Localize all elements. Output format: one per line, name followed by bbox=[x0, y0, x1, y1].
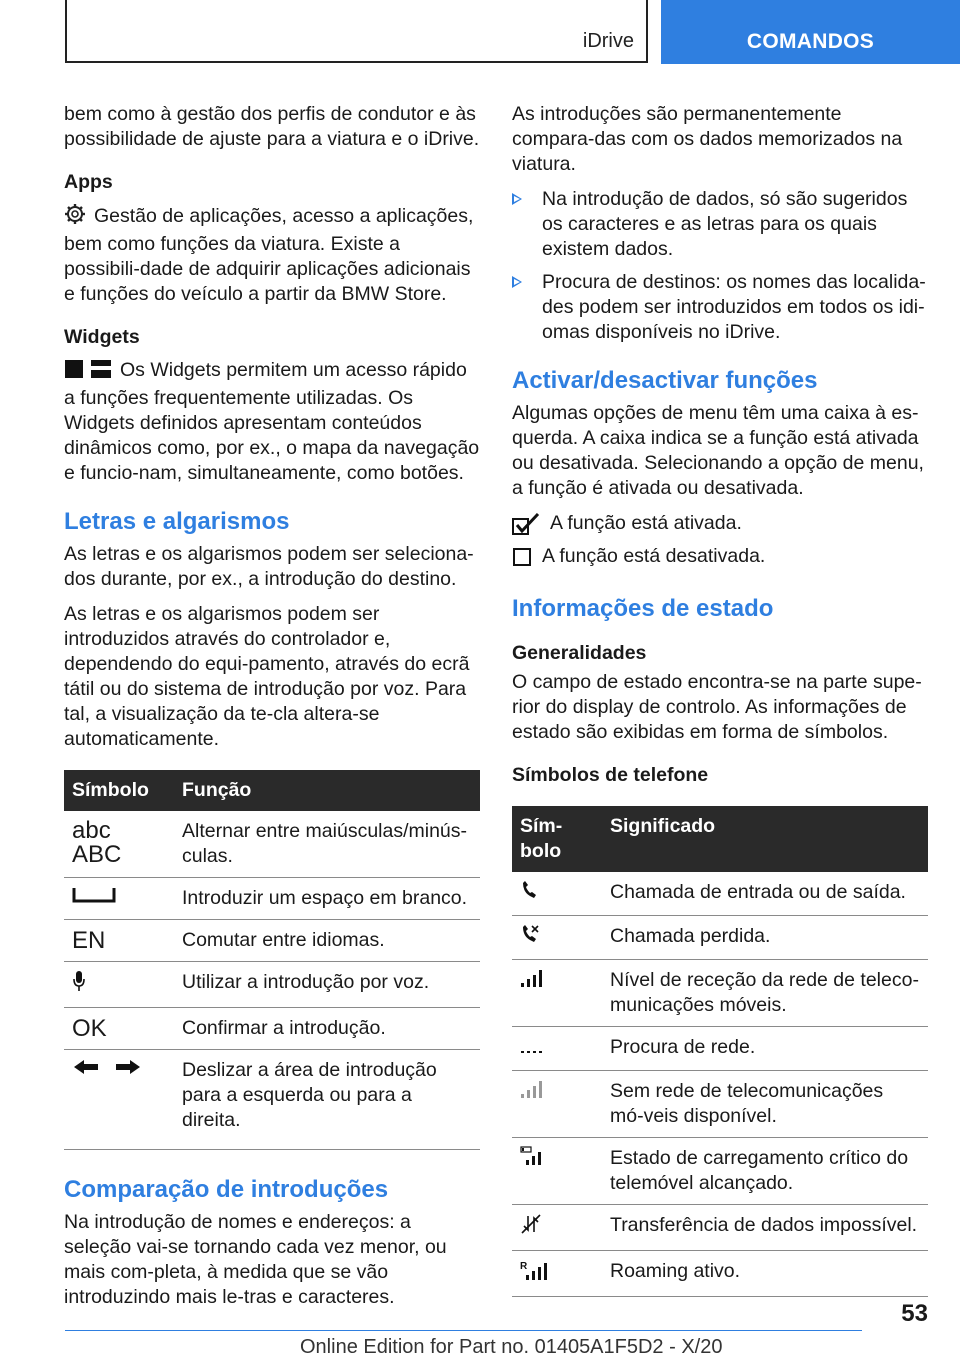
no-network-icon bbox=[520, 1079, 546, 1099]
symbol-column-header: Sím-bolo bbox=[512, 806, 602, 872]
widgets-icon bbox=[64, 359, 112, 386]
table-row: Chamada de entrada ou de saída. bbox=[512, 872, 928, 916]
checked-row: A função está ativada. bbox=[512, 511, 928, 536]
footer-edition: Online Edition for Part no. 01405A1F5D2 - X/20 bbox=[300, 1336, 723, 1358]
symbols-table bbox=[64, 770, 480, 1150]
header-section-label: iDrive bbox=[582, 30, 634, 52]
status-heading: Informações de estado bbox=[512, 595, 774, 622]
case-symbol: abc ABC bbox=[64, 811, 174, 878]
table-row bbox=[64, 962, 480, 1008]
function-column-header: Função bbox=[174, 770, 480, 811]
missed-call-icon bbox=[520, 924, 540, 944]
table-row: Procura de rede. bbox=[512, 1027, 928, 1071]
table-row bbox=[64, 811, 480, 878]
bullet-triangle-icon bbox=[512, 276, 522, 288]
signal-strength-icon bbox=[520, 968, 546, 988]
row-text: Introduzir um espaço em branco. bbox=[174, 878, 480, 920]
comparison-paragraph: Na introdução de nomes e endereços: a seleção vai-se tornando cada vez menor, ou mais com-pleta, à medida que se vão introduzindo mais le-tras e caracteres. bbox=[64, 1211, 447, 1308]
phone-symbols-heading: Símbolos de telefone bbox=[512, 764, 709, 786]
row-text: Confirmar a introdução. bbox=[174, 1008, 480, 1050]
letters-paragraph-2: As letras e os algarismos podem ser introduzidos através do controlador e, dependendo do equi-pamento, através do ecrã tátil ou do sistema de introdução por voz. Para tal, a visualização da te-cla altera-se automaticamente. bbox=[64, 603, 470, 750]
phone-call-icon bbox=[520, 880, 540, 900]
widgets-paragraph bbox=[64, 358, 480, 486]
row-text: Deslizar a área de introdução para a esquerda ou para a direita. bbox=[174, 1050, 480, 1150]
row-text: Alternar entre maiúsculas/minús-culas. bbox=[174, 811, 480, 878]
language-symbol: EN bbox=[64, 920, 174, 962]
symbols-table-header bbox=[64, 770, 480, 811]
list-item: Na introdução de dados, só são sugeridos os caracteres e as letras para os quais existem dados. bbox=[512, 187, 928, 262]
table-row: R Roaming ativo. bbox=[512, 1251, 928, 1297]
arrows-left-right-icon bbox=[72, 1058, 142, 1076]
table-row: Estado de carregamento crítico do telemóvel alcançado. bbox=[512, 1138, 928, 1205]
checkbox-unchecked-icon bbox=[512, 547, 532, 567]
meaning-column-header: Significado bbox=[602, 806, 928, 872]
checkbox-checked-icon bbox=[512, 513, 540, 535]
phone-symbols-table bbox=[512, 806, 928, 1297]
apps-text: Gestão de aplicações, acesso a aplicações, bem como funções da viatura. Existe a possibili-dade de adquirir aplicações adicionais e funções do veículo a partir da BMW Store. bbox=[64, 205, 474, 305]
table-row bbox=[64, 1050, 480, 1150]
svg-text:R: R bbox=[520, 1261, 528, 1272]
header-chapter-tab bbox=[661, 0, 960, 64]
widgets-heading: Widgets bbox=[64, 326, 140, 348]
header-chapter-label: COMANDOS bbox=[746, 30, 875, 53]
apps-paragraph bbox=[64, 203, 480, 307]
network-search-icon bbox=[520, 1035, 546, 1055]
table-row bbox=[64, 878, 480, 920]
right-intro-paragraph: As introduções são permanentemente compara-das com os dados memorizados na viatura. bbox=[512, 103, 903, 175]
footer-divider bbox=[65, 1330, 862, 1331]
table-row: Chamada perdida. bbox=[512, 916, 928, 960]
phone-table-header bbox=[512, 806, 928, 872]
header-section-box bbox=[65, 0, 648, 63]
battery-critical-icon bbox=[520, 1146, 546, 1166]
comparison-heading: Comparação de introduções bbox=[64, 1176, 389, 1203]
general-paragraph: O campo de estado encontra-se na parte supe-rior do display de controlo. As informações de estado são exibidas em forma de símbolos. bbox=[512, 671, 922, 743]
letters-paragraph-1: As letras e os algarismos podem ser seleciona-dos durante, por ex., a introdução do destino. bbox=[64, 543, 474, 590]
table-row: Sem rede de telecomunicações mó-veis disponível. bbox=[512, 1071, 928, 1138]
left-column bbox=[64, 102, 480, 1320]
widgets-text: Os Widgets permitem um acesso rápido a funções frequentemente utilizadas. Os Widgets definidos apresentam conteúdos dinâmicos como, por ex., o mapa da navegação e funcio-nam, simultaneamente, como botões. bbox=[64, 359, 480, 484]
table-row bbox=[64, 920, 480, 962]
microphone-icon bbox=[72, 970, 86, 992]
activate-heading: Activar/desactivar funções bbox=[512, 367, 818, 394]
row-text: Comutar entre idiomas. bbox=[174, 920, 480, 962]
activate-paragraph: Algumas opções de menu têm uma caixa à es-querda. A caixa indica se a função está ativada ou desativada. Selecionando a opção de menu, a função é ativada ou desativada. bbox=[512, 402, 924, 499]
apps-gear-icon bbox=[64, 203, 86, 232]
list-item: Procura de destinos: os nomes das localida-des podem ser introduzidos em todos os idi-omas disponíveis no iDrive. bbox=[512, 270, 928, 345]
page-number: 53 bbox=[901, 1300, 928, 1327]
row-text: Utilizar a introdução por voz. bbox=[174, 962, 480, 1008]
table-row: Nível de receção da rede de teleco-municações móveis. bbox=[512, 960, 928, 1027]
no-data-icon bbox=[520, 1213, 542, 1235]
general-heading: Generalidades bbox=[512, 642, 647, 664]
unchecked-row: A função está desativada. bbox=[512, 544, 928, 569]
space-icon bbox=[72, 886, 116, 904]
apps-heading: Apps bbox=[64, 171, 113, 193]
bullet-triangle-icon bbox=[512, 193, 522, 205]
table-row: Transferência de dados impossível. bbox=[512, 1205, 928, 1251]
table-row bbox=[64, 1008, 480, 1050]
intro-paragraph: bem como à gestão dos perfis de condutor e às possibilidade de ajuste para a viatura e o iDrive. bbox=[64, 103, 480, 150]
roaming-icon bbox=[520, 1259, 548, 1281]
symbol-column-header: Símbolo bbox=[64, 770, 174, 811]
letters-heading: Letras e algarismos bbox=[64, 508, 290, 535]
confirm-symbol: OK bbox=[64, 1008, 174, 1050]
right-column bbox=[512, 102, 928, 1297]
